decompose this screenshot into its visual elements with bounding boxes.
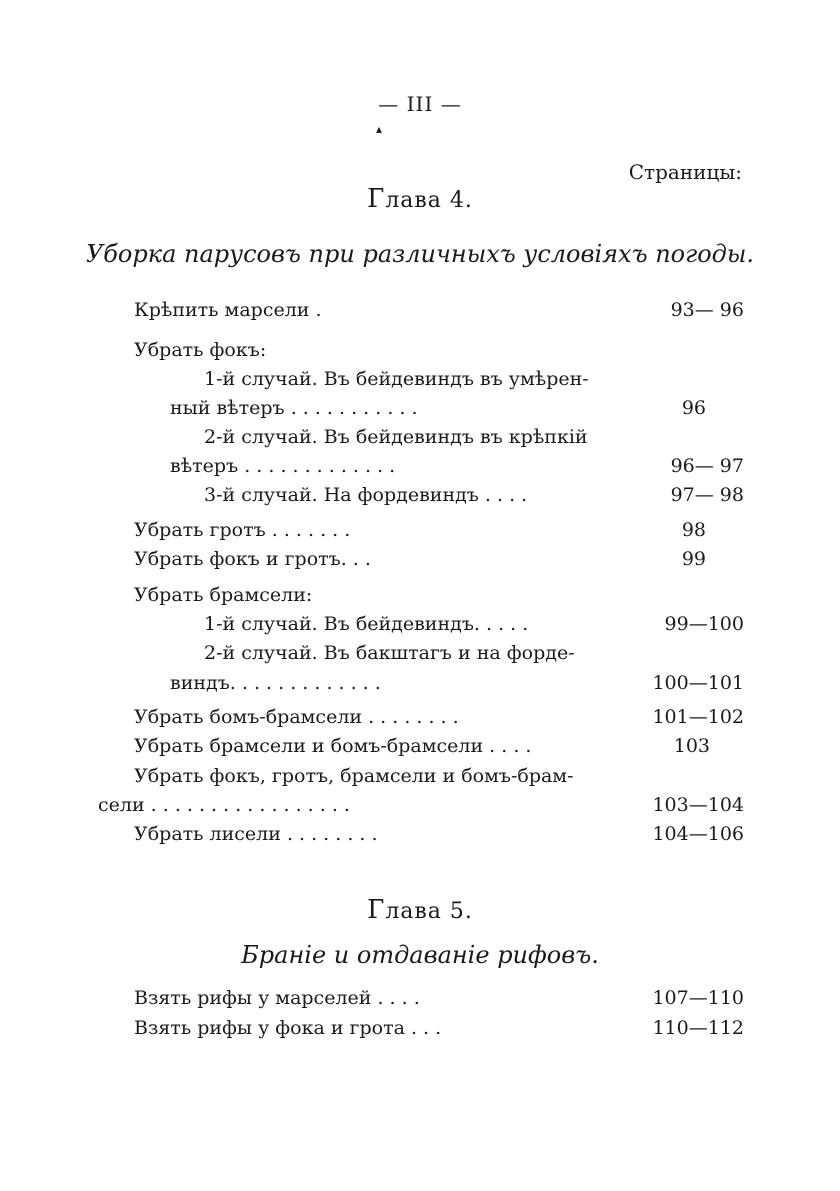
toc-entry: Взять рифы у фока и грота . . .: [134, 1017, 442, 1039]
toc-entry: Убрать брамсели и бомъ-брамсели . . . .: [134, 735, 532, 757]
toc-entry: ный вѣтеръ . . . . . . . . . . .: [170, 397, 418, 419]
toc-entry-pages: 100—101: [652, 672, 744, 694]
toc-entry: Убрать фокъ, гротъ, брамсели и бомъ-брам-: [134, 765, 574, 787]
toc-entry: Крѣпить марсели .: [134, 299, 322, 321]
toc-entry-pages: 110—112: [652, 1017, 744, 1039]
toc-entry: Убрать бомъ-брамсели . . . . . . . .: [134, 706, 459, 728]
toc-entry-pages: 93— 96: [670, 299, 744, 321]
chapter-4-title: Уборка парусовъ при различныхъ условіяхъ погоды.: [85, 240, 755, 268]
toc-entry: 1-й случай. Въ бейдевиндъ въ умѣрен-: [204, 368, 589, 390]
toc-entry: вѣтеръ . . . . . . . . . . . . .: [170, 455, 396, 477]
toc-entry-pages: 99—100: [664, 613, 744, 635]
toc-entry: Убрать лисели . . . . . . . .: [134, 823, 378, 845]
toc-entry: Убрать фокъ и гротъ. . .: [134, 548, 371, 570]
toc-entry: Убрать гротъ . . . . . . .: [134, 519, 351, 541]
page-number: — III —: [378, 92, 462, 116]
toc-entry: 3-й случай. На фордевиндъ . . . .: [204, 484, 528, 506]
pages-column-label: Страницы:: [628, 160, 742, 184]
toc-entry-pages: 96: [681, 397, 706, 419]
toc-entry-pages: 101—102: [652, 706, 744, 728]
toc-entry: Убрать фокъ:: [134, 339, 267, 361]
toc-entry: 1-й случай. Въ бейдевиндъ. . . . .: [204, 613, 529, 635]
toc-entry: 2-й случай. Въ бакштагъ и на форде-: [204, 642, 575, 664]
toc-entry: Взять рифы у марселей . . . .: [134, 987, 420, 1009]
toc-entry: 2-й случай. Въ бейдевиндъ въ крѣпкій: [204, 426, 588, 448]
ink-mark: ▴: [376, 122, 383, 136]
toc-entry-pages: 107—110: [652, 987, 744, 1009]
toc-entry-pages: 98: [681, 519, 706, 541]
toc-entry-pages: 96— 97: [670, 455, 744, 477]
toc-entry: виндъ. . . . . . . . . . . . .: [170, 672, 381, 694]
toc-entry: Убрать брамсели:: [134, 584, 313, 606]
toc-entry-pages: 99: [681, 548, 706, 570]
chapter-5-heading: Глава 5.: [367, 895, 473, 925]
toc-entry-pages: 103: [673, 735, 710, 757]
toc-entry-pages: 104—106: [652, 823, 744, 845]
toc-entry-pages: 103—104: [652, 794, 744, 816]
chapter-4-heading: Глава 4.: [367, 184, 473, 214]
chapter-5-title: Браніе и отдаваніе рифовъ.: [241, 941, 599, 969]
toc-entry-pages: 97— 98: [670, 484, 744, 506]
toc-entry: сели . . . . . . . . . . . . . . . . .: [98, 794, 350, 816]
